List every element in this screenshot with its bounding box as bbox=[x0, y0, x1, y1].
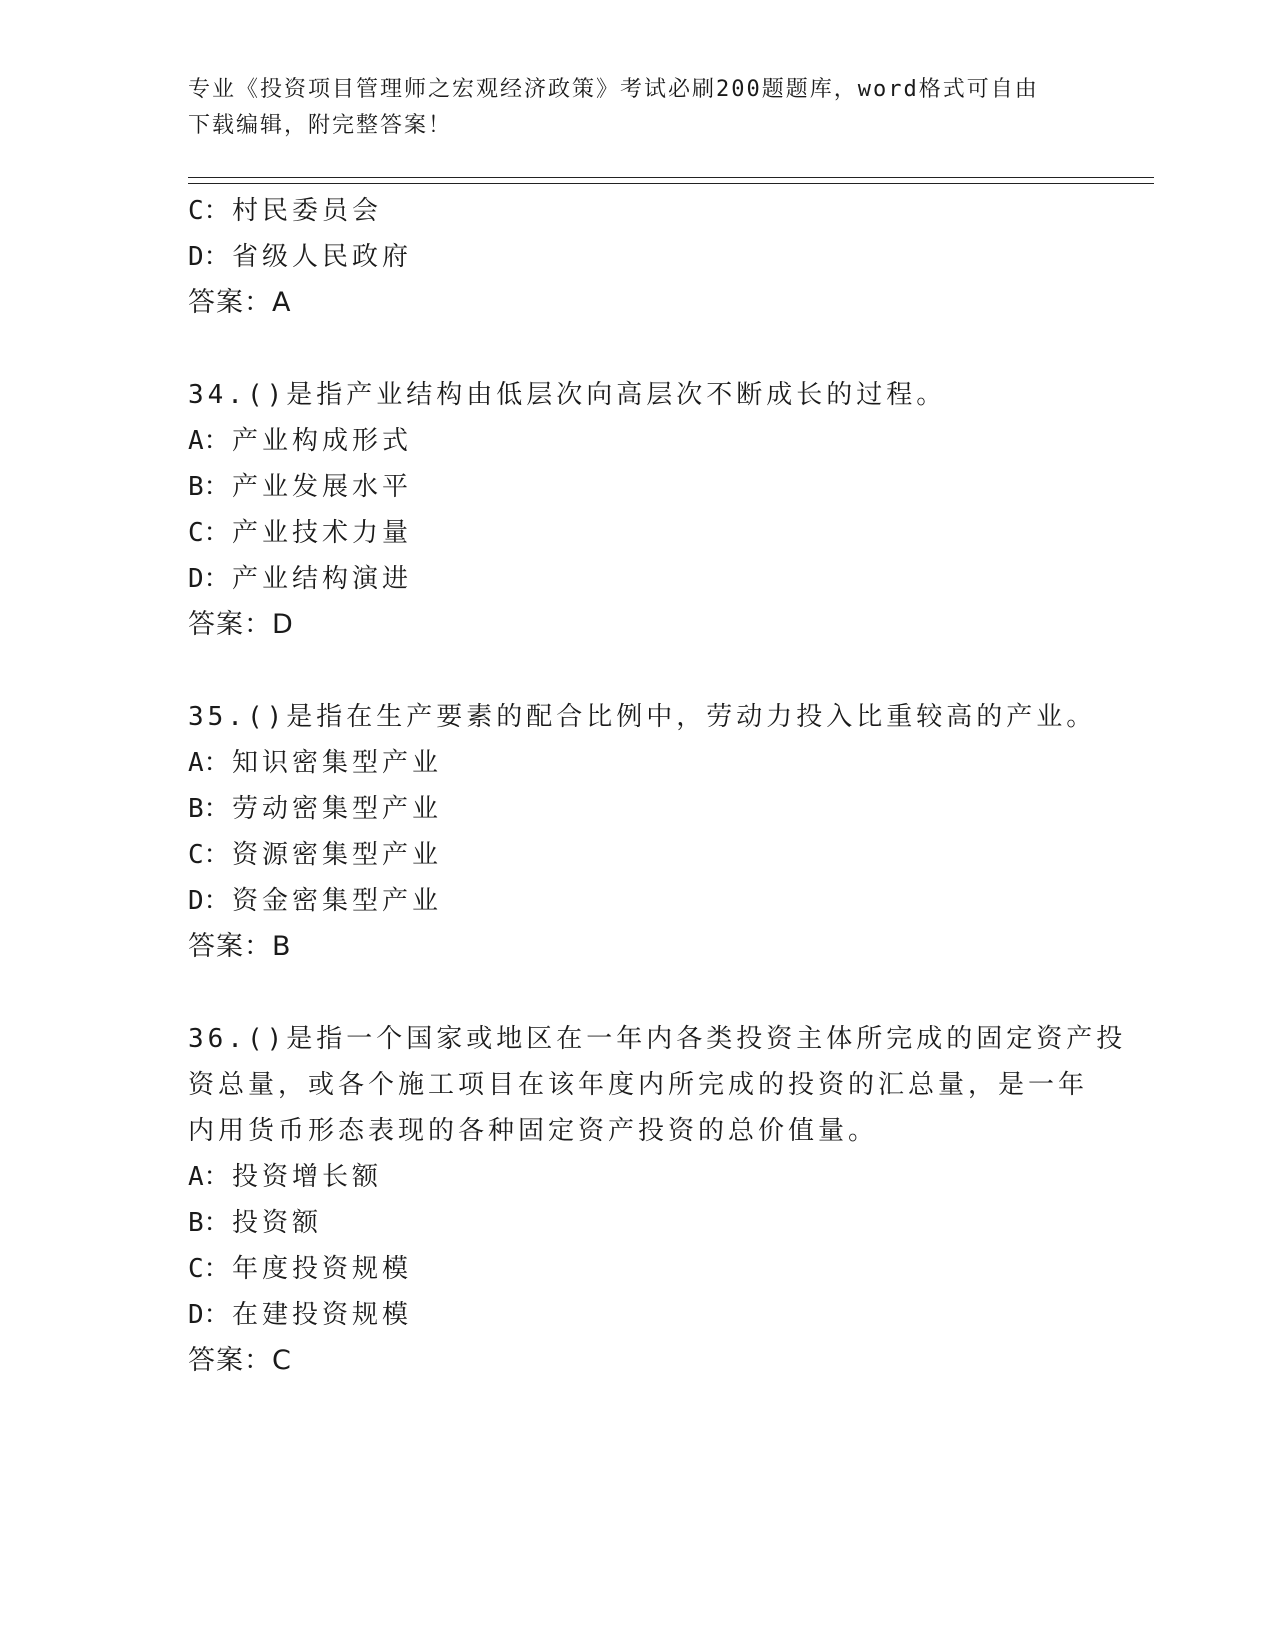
answer-line: 答案：C bbox=[188, 1345, 292, 1376]
option-text: 劳动密集型产业 bbox=[232, 794, 443, 824]
option-line bbox=[188, 786, 1088, 832]
question-text-line: 36.()是指一个国家或地区在一年内各类投资主体所完成的固定资产投 bbox=[188, 1024, 1127, 1054]
option-line bbox=[188, 234, 1088, 280]
question-text: 35.()是指在生产要素的配合比例中，劳动力投入比重较高的产业。 bbox=[188, 702, 1097, 732]
option-key: A： bbox=[188, 748, 230, 778]
option-key: C： bbox=[188, 196, 230, 226]
option-text: 投资额 bbox=[232, 1208, 323, 1238]
question-list bbox=[188, 188, 1127, 1384]
spacer bbox=[188, 326, 1088, 372]
question-text-line: 资总量，或各个施工项目在该年度内所完成的投资的汇总量，是一年 bbox=[188, 1070, 1089, 1100]
option-key: B： bbox=[188, 1208, 230, 1238]
option-key: D： bbox=[188, 1300, 230, 1330]
option-text: 在建投资规模 bbox=[232, 1300, 413, 1330]
question-block bbox=[188, 372, 1088, 648]
option-text: 资金密集型产业 bbox=[232, 886, 443, 916]
option-text: 年度投资规模 bbox=[232, 1254, 413, 1284]
answer-line: 答案：D bbox=[188, 609, 294, 640]
option-line bbox=[188, 740, 1088, 786]
document-header bbox=[188, 72, 1068, 144]
option-line bbox=[188, 1292, 1088, 1338]
option-line bbox=[188, 510, 1088, 556]
option-line bbox=[188, 878, 1088, 924]
option-key: D： bbox=[188, 242, 230, 272]
option-line bbox=[188, 832, 1088, 878]
option-line bbox=[188, 1200, 1088, 1246]
option-text: 产业构成形式 bbox=[232, 426, 413, 456]
option-text: 资源密集型产业 bbox=[232, 840, 443, 870]
option-key: D： bbox=[188, 886, 230, 916]
answer-line: 答案：A bbox=[188, 287, 292, 318]
option-line bbox=[188, 1246, 1088, 1292]
carryover-block bbox=[188, 188, 1088, 326]
option-key: C： bbox=[188, 840, 230, 870]
question-block bbox=[188, 1016, 1127, 1384]
option-text: 投资增长额 bbox=[232, 1162, 383, 1192]
option-text: 产业技术力量 bbox=[232, 518, 413, 548]
option-line bbox=[188, 1154, 1088, 1200]
option-key: A： bbox=[188, 426, 230, 456]
option-key: C： bbox=[188, 518, 230, 548]
spacer bbox=[188, 648, 1088, 694]
option-key: B： bbox=[188, 794, 230, 824]
option-key: D： bbox=[188, 564, 230, 594]
header-divider-top bbox=[188, 177, 1154, 178]
question-text: 34.()是指产业结构由低层次向高层次不断成长的过程。 bbox=[188, 380, 947, 410]
header-line-1: 专业《投资项目管理师之宏观经济政策》考试必刷200题题库，word格式可自由 bbox=[188, 77, 1039, 102]
option-text: 省级人民政府 bbox=[232, 242, 413, 272]
question-block bbox=[188, 694, 1097, 970]
option-key: C： bbox=[188, 1254, 230, 1284]
option-line bbox=[188, 556, 1088, 602]
question-text-line: 内用货币形态表现的各种固定资产投资的总价值量。 bbox=[188, 1116, 879, 1146]
option-text: 知识密集型产业 bbox=[232, 748, 443, 778]
option-line bbox=[188, 188, 1088, 234]
option-text: 产业结构演进 bbox=[232, 564, 413, 594]
answer-line: 答案：B bbox=[188, 931, 292, 962]
spacer bbox=[188, 970, 1088, 1016]
option-key: A： bbox=[188, 1162, 230, 1192]
header-line-2: 下载编辑，附完整答案！ bbox=[188, 113, 453, 138]
option-key: B： bbox=[188, 472, 230, 502]
option-text: 村民委员会 bbox=[232, 196, 383, 226]
option-text: 产业发展水平 bbox=[232, 472, 413, 502]
option-line bbox=[188, 464, 1088, 510]
option-line bbox=[188, 418, 1088, 464]
header-divider-bottom bbox=[188, 183, 1154, 184]
